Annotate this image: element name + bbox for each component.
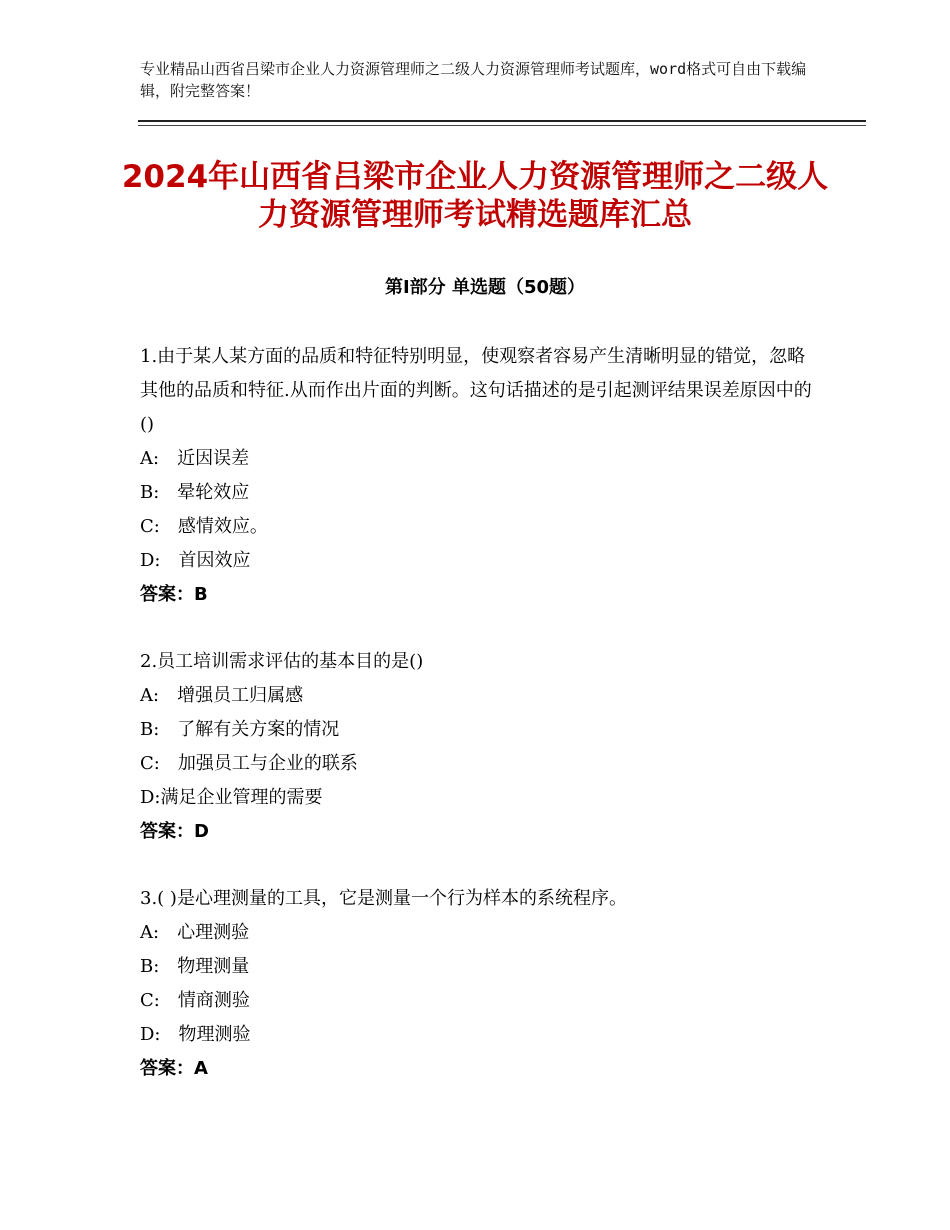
question-stem: 3.( )是心理测量的工具，它是测量一个行为样本的系统程序。	[140, 888, 627, 909]
option-a: A: 近因误差	[140, 448, 250, 469]
option-a: A: 心理测验	[140, 922, 250, 943]
header-rule-thick	[138, 120, 866, 122]
answer-line: 答案：B	[140, 584, 208, 605]
header-rule-thin	[138, 125, 866, 126]
option-d: D:满足企业管理的需要	[140, 787, 323, 808]
option-b: B: 晕轮效应	[140, 482, 250, 503]
question-1	[140, 340, 820, 612]
option-c: C: 情商测验	[140, 990, 250, 1011]
option-b: B: 了解有关方案的情况	[140, 719, 340, 740]
header-note: 专业精品山西省吕梁市企业人力资源管理师之二级人力资源管理师考试题库，word格式可自由下载编辑，附完整答案！	[140, 60, 807, 100]
question-options	[140, 442, 820, 578]
answer-line: 答案：D	[140, 821, 209, 842]
question-stem: 1.由于某人某方面的品质和特征特别明显，使观察者容易产生清晰明显的错觉，忽略其他的品质和特征.从而作出片面的判断。这句话描述的是引起测评结果误差原因中的()	[140, 346, 812, 435]
question-options	[140, 679, 820, 815]
option-a: A: 增强员工归属感	[140, 685, 304, 706]
answer-line: 答案：A	[140, 1058, 208, 1079]
option-c: C: 感情效应。	[140, 516, 268, 537]
section-heading: 第I部分 单选题（50题）	[384, 277, 585, 298]
option-c: C: 加强员工与企业的联系	[140, 753, 358, 774]
option-b: B: 物理测量	[140, 956, 250, 977]
option-d: D: 首因效应	[140, 550, 251, 571]
option-d: D: 物理测验	[140, 1024, 251, 1045]
question-options	[140, 916, 820, 1052]
question-stem: 2.员工培训需求评估的基本目的是()	[140, 651, 424, 672]
document-title: 2024年山西省吕梁市企业人力资源管理师之二级人力资源管理师考试精选题库汇总	[121, 159, 829, 233]
question-2	[140, 645, 820, 849]
question-3	[140, 882, 820, 1086]
question-list	[140, 340, 820, 1119]
